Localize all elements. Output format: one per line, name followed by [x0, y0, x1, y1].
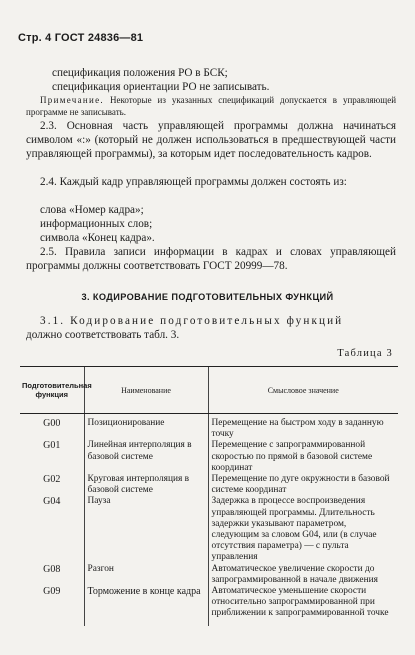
list-item: информационных слов; — [40, 218, 153, 230]
table-caption: Таблица 3 — [337, 348, 393, 359]
row-meaning: Перемещение на быстром ходу в заданную точку — [208, 414, 398, 441]
table-row — [20, 496, 398, 563]
paragraph-3-1 — [26, 314, 396, 342]
paragraph-3-1-line-2: должно соответствовать табл. 3. — [26, 329, 180, 341]
table-row — [20, 564, 398, 586]
list-item: слова «Номер кадра»; — [40, 204, 144, 216]
table-row — [20, 440, 398, 474]
row-meaning: Автоматическое увеличение скорости до запрограммированной в начале движения — [208, 564, 398, 586]
note-label: Примечание. — [40, 95, 104, 105]
functions-table — [20, 366, 398, 626]
column-header-name: Наименование — [84, 367, 208, 414]
row-name: Позиционирование — [84, 414, 208, 441]
frame-list — [40, 203, 155, 245]
spec-list — [52, 66, 269, 94]
paragraph-2-4: 2.4. Каждый кадр управляющей программы должен состоять из: — [40, 176, 347, 188]
list-item: символа «Конец кадра». — [40, 232, 155, 244]
row-name: Линейная интерполяция в базовой системе — [84, 440, 208, 474]
paragraph-3-1-line-1: 3.1. Кодирование подготовительных функций — [40, 315, 344, 327]
row-name: Круговая интерполяция в базовой системе — [84, 474, 208, 496]
row-code: G00 — [43, 418, 61, 429]
spec-line: спецификация положения РО в БСК; — [52, 67, 228, 79]
table-row — [20, 414, 398, 441]
row-code: G08 — [43, 563, 61, 575]
spec-line: спецификация ориентации РО не записывать. — [52, 81, 270, 93]
column-header-meaning: Смысловое значение — [208, 367, 398, 414]
table-row — [20, 474, 398, 496]
row-code: G01 — [43, 440, 61, 452]
row-name: Разгон — [84, 564, 208, 586]
note-text: Некоторые из указанных спецификаций допускается в управляющей программе не записывать. — [26, 95, 397, 117]
table-header-row — [20, 367, 398, 414]
row-meaning: Автоматическое уменьшение скорости относительно запрограммированной при приближении к запрограммированной точке — [208, 586, 398, 626]
paragraph-2-5: 2.5. Правила записи информации в кадрах и словах управляющей программы должны соответствовать ГОСТ 20999—78. — [26, 246, 396, 272]
row-name-text: Торможение в конце кадра — [87, 586, 201, 598]
table-row — [20, 586, 398, 626]
row-code: G09 — [43, 586, 61, 598]
row-meaning: Задержка в процессе воспроизведения управляющей программы. Длительность задержки указывают параметром, следующим за словом G04, или (в случае отсутствия параметра) — с пульта управления — [208, 496, 398, 563]
note — [26, 94, 396, 118]
row-meaning: Перемещение по дуге окружности в базовой системе координат — [208, 474, 398, 496]
row-code: G04 — [43, 496, 61, 508]
row-meaning: Перемещение с запрограммированной скоростью по прямой в базовой системе координат — [208, 440, 398, 474]
row-code: G02 — [43, 474, 61, 486]
paragraph-2-3: 2.3. Основная часть управляющей программы должна начинаться символом «:» (который не должен использоваться в предшествующей части управляющей программы), за которым идет последовательность кадров. — [26, 120, 396, 160]
page-header: Стр. 4 ГОСТ 24836—81 — [18, 32, 144, 44]
row-name — [84, 586, 208, 626]
section-title: 3. КОДИРОВАНИЕ ПОДГОТОВИТЕЛЬНЫХ ФУНКЦИЙ — [81, 292, 334, 302]
row-name: Пауза — [84, 496, 208, 563]
column-header-function: Подготовительная функция — [20, 367, 84, 414]
